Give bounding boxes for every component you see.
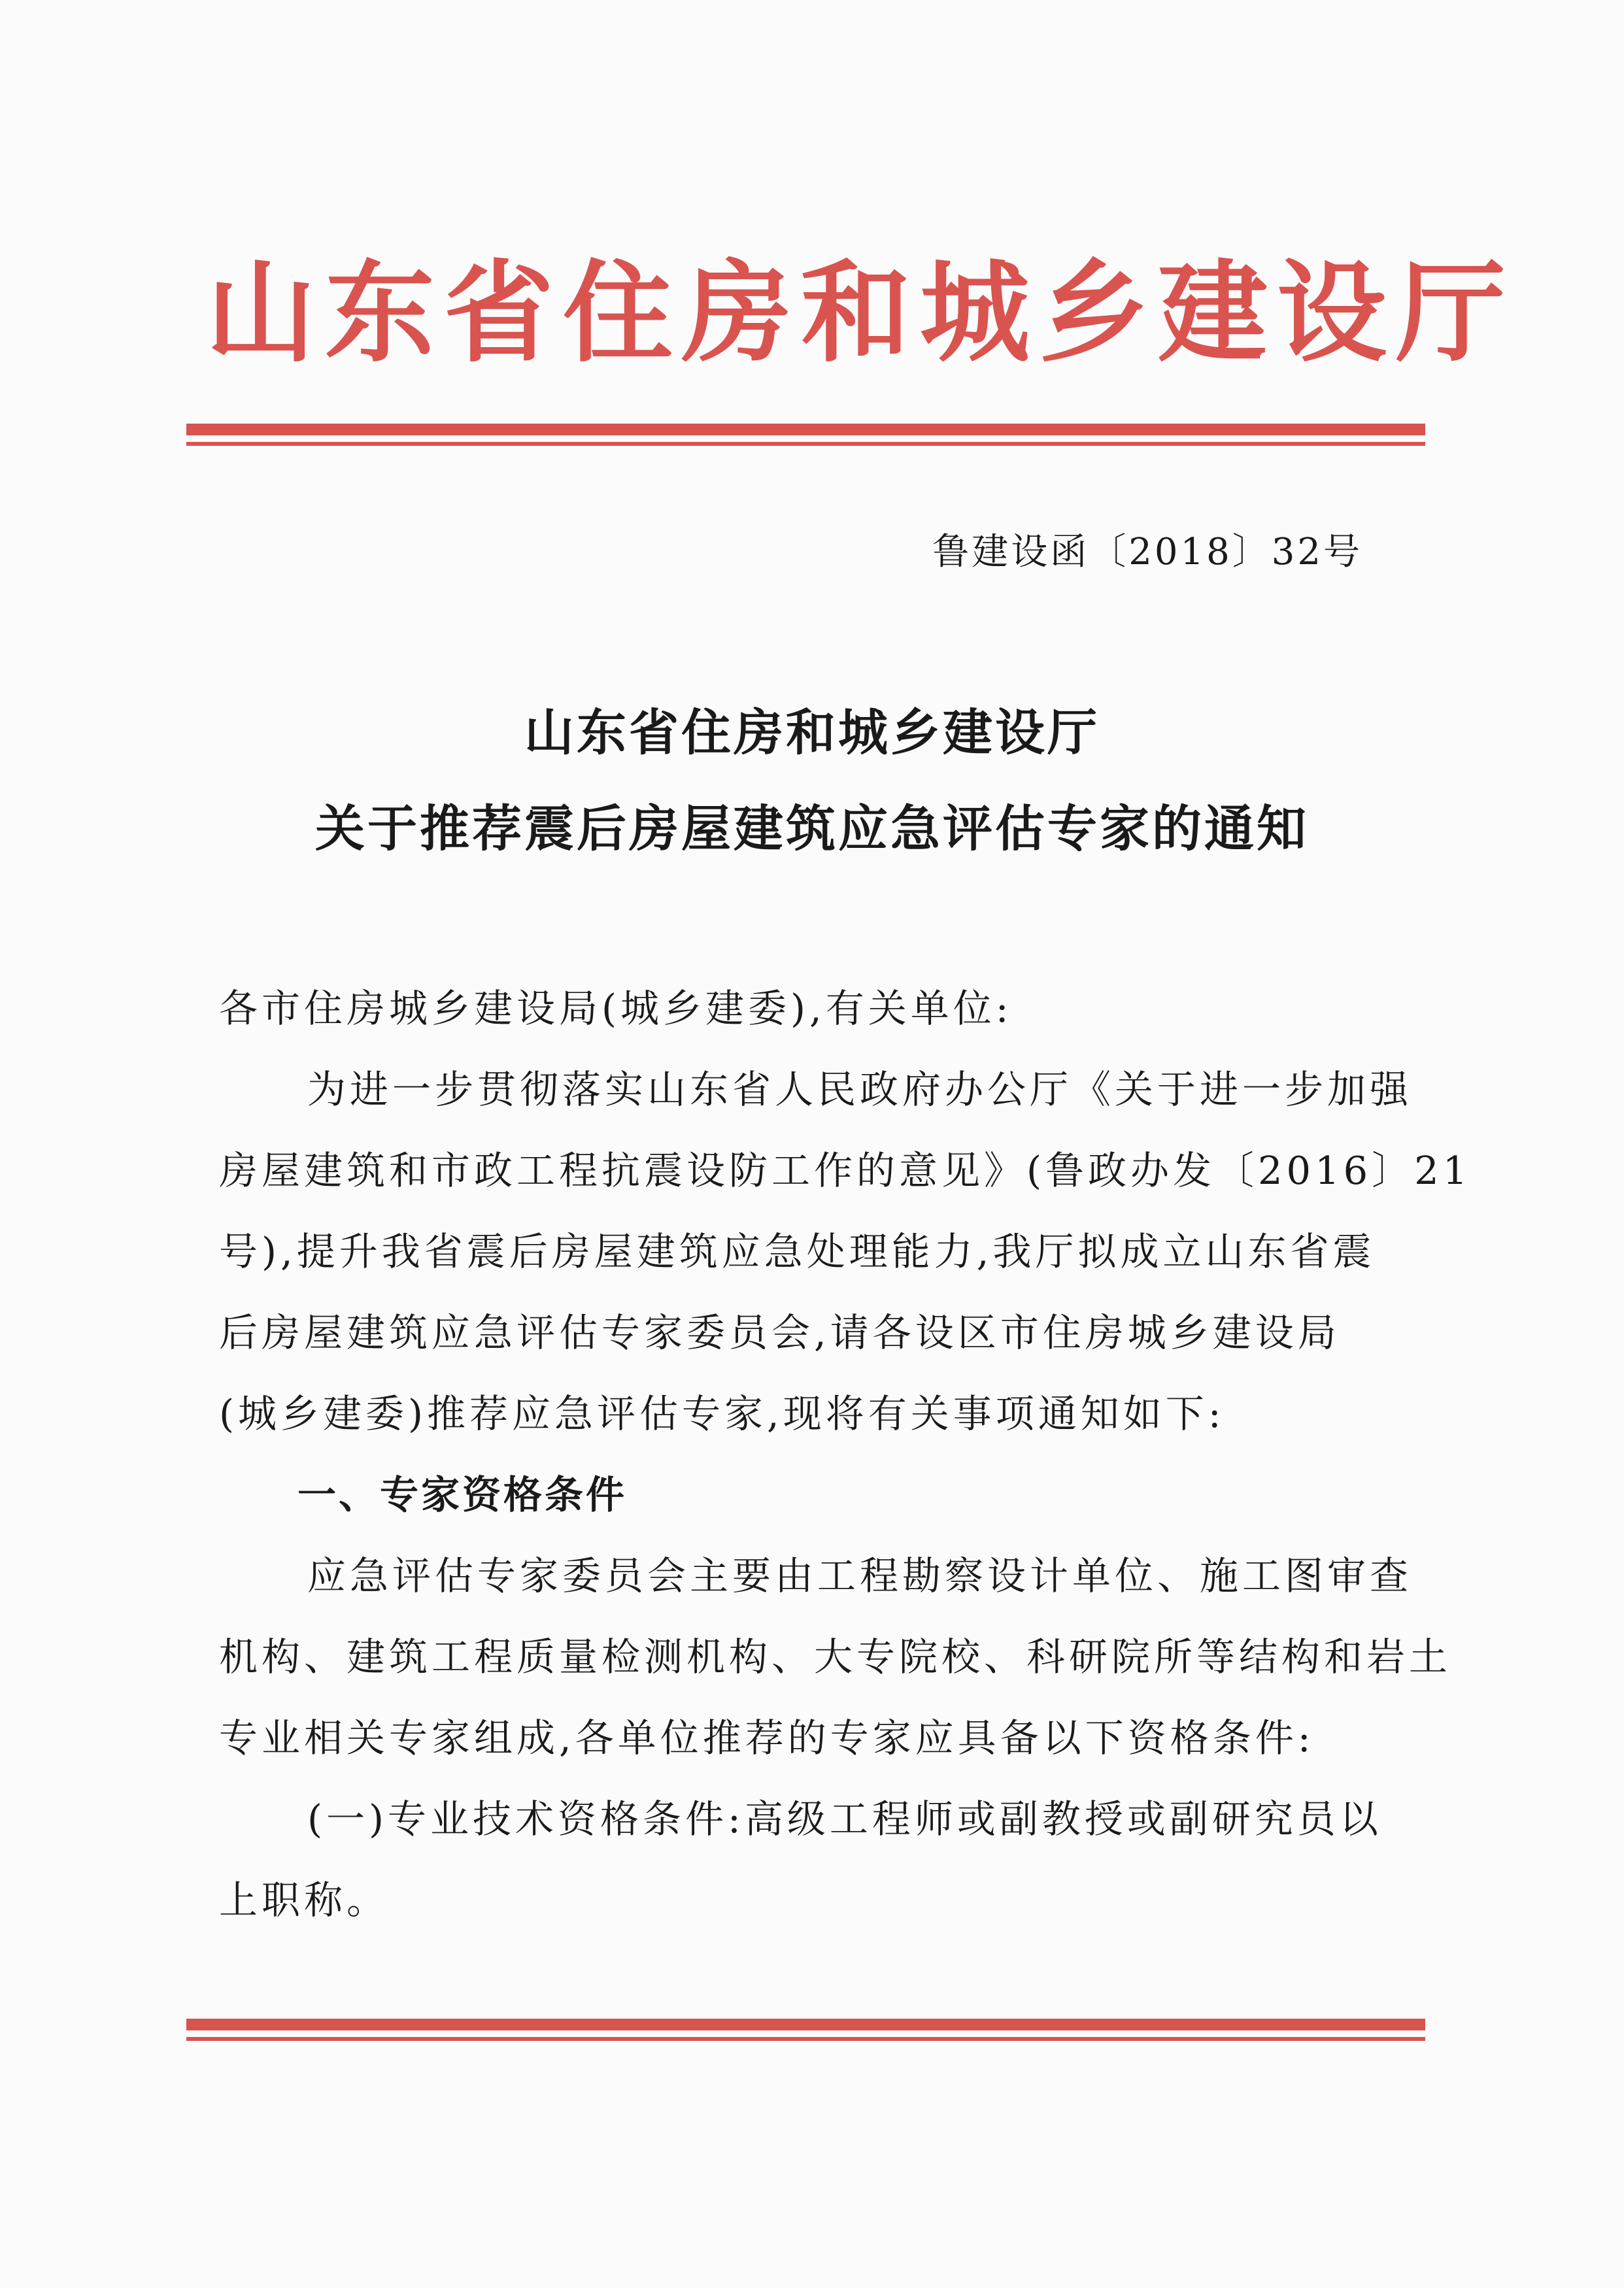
paragraph-line: (城乡建委)推荐应急评估专家,现将有关事项通知如下: xyxy=(219,1391,1225,1436)
paragraph-line: 应急评估专家委员会主要由工程勘察设计单位、施工图审查 xyxy=(307,1553,1413,1598)
document-title-line2: 关于推荐震后房屋建筑应急评估专家的通知 xyxy=(315,799,1309,858)
document-number: 鲁建设函〔2018〕32号 xyxy=(932,531,1362,573)
paragraph-line: 后房屋建筑应急评估专家委员会,请各设区市住房城乡建设局 xyxy=(219,1310,1340,1355)
letterhead-organization: 山东省住房和城乡建设厅 xyxy=(206,249,1515,377)
section-heading: 一、专家资格条件 xyxy=(297,1472,628,1517)
paragraph-line: 号),提升我省震后房屋建筑应急处理能力,我厅拟成立山东省震 xyxy=(219,1229,1376,1274)
footer-rule xyxy=(186,2019,1425,2041)
paragraph-line: 上职称。 xyxy=(219,1877,390,1923)
red-rule-thick xyxy=(186,424,1425,435)
red-rule-thin xyxy=(186,2037,1425,2041)
red-rule-thick xyxy=(186,2019,1425,2030)
document-title-line1: 山东省住房和城乡建设厅 xyxy=(524,703,1100,762)
paragraph-line: 专业相关专家组成,各单位推荐的专家应具备以下资格条件: xyxy=(219,1715,1315,1760)
paragraph-line: (一)专业技术资格条件:高级工程师或副教授或副研究员以 xyxy=(307,1796,1382,1842)
salutation: 各市住房城乡建设局(城乡建委),有关单位: xyxy=(219,986,1013,1031)
paragraph-line: 房屋建筑和市政工程抗震设防工作的意见》(鲁政办发〔2016〕21 xyxy=(219,1148,1472,1193)
red-rule-thin xyxy=(186,442,1425,446)
letterhead-rule-top xyxy=(186,424,1425,446)
paragraph-line: 机构、建筑工程质量检测机构、大专院校、科研院所等结构和岩土 xyxy=(219,1634,1452,1679)
paragraph-line: 为进一步贯彻落实山东省人民政府办公厅《关于进一步加强 xyxy=(307,1067,1413,1112)
